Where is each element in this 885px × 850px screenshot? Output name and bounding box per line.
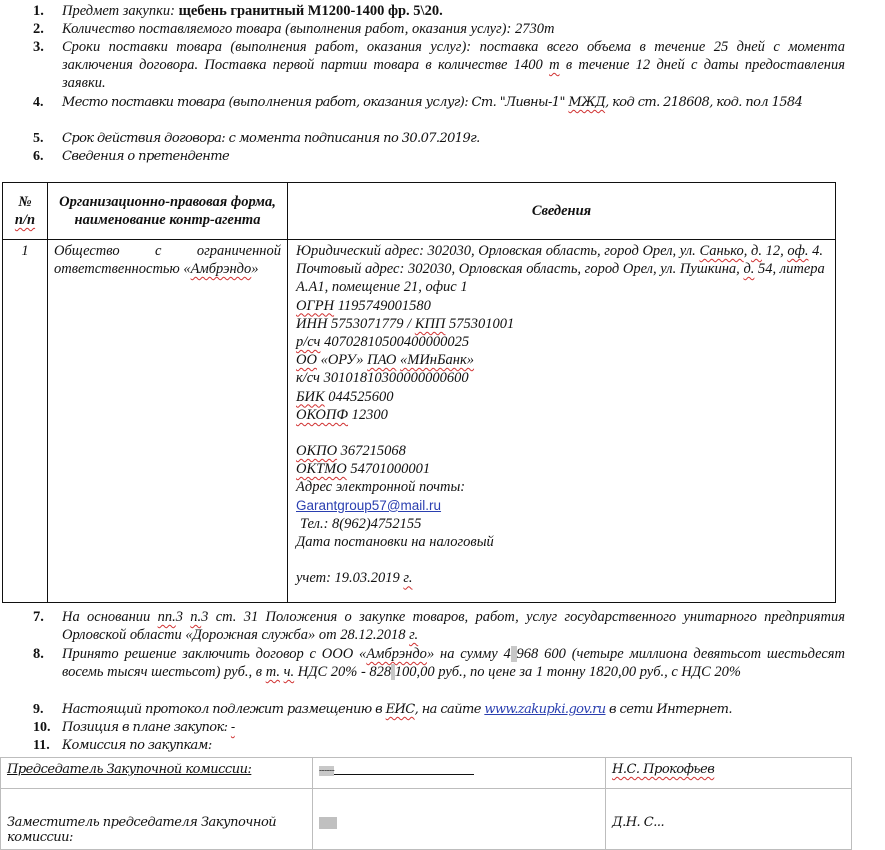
bank-b: «ОРУ»: [320, 352, 364, 369]
bank-c: ПАО: [367, 352, 397, 369]
basis-a: На основании: [62, 609, 158, 625]
rs: [296, 333, 829, 351]
header-info: Сведения: [288, 183, 836, 240]
email-link[interactable]: Garantgroup57@mail.ru: [296, 497, 442, 513]
oktmo-value: 54701000001: [350, 461, 431, 478]
commission-signature: [313, 789, 606, 850]
tax-reg-g: г.: [403, 570, 413, 587]
list-item-3: [33, 38, 845, 92]
commission-role: [1, 789, 313, 850]
kpp-label: КПП: [414, 315, 446, 332]
decision-t: т.: [265, 664, 280, 680]
quantity-text: Количество поставляемого товара (выполнения работ, оказания услуг): 2730т: [62, 21, 555, 37]
spacer: [296, 551, 829, 569]
decision-e: НДС 20% - 828: [294, 664, 392, 680]
legal-address-street: Санько: [699, 243, 744, 259]
publish-eis: ЕИС: [385, 702, 415, 717]
candidate-table: [2, 182, 836, 603]
tax-reg-label: Дата постановки на налоговый: [296, 534, 494, 551]
oktmo-label: ОКТМО: [296, 461, 347, 478]
okopf: [296, 406, 829, 424]
bik-value: 044525600: [328, 388, 394, 405]
signature-mark: [319, 817, 337, 829]
org-form: Общество с ограниченной ответственностью «: [54, 243, 281, 278]
item-number: 10.: [33, 720, 51, 735]
list-item-4: [33, 94, 845, 112]
inn-label: ИНН: [296, 315, 328, 332]
list-item-1: [33, 2, 845, 20]
decision-f: 100,00 руб., по цене за 1 тонну 1820,00 руб., с НДС 20%: [394, 664, 742, 680]
item-number: 5.: [33, 131, 44, 146]
row-num: 1: [3, 240, 48, 603]
postal-address-rest: 54, литера А.А1, помещение 21, офис 1: [296, 261, 825, 296]
header-num: [3, 183, 48, 240]
list-item-8: [33, 645, 845, 681]
zakupki-link[interactable]: www.zakupki.gov.ru: [484, 702, 606, 717]
legal-address-d: д.: [750, 243, 762, 259]
postal-address: [296, 260, 829, 296]
basis-pp: пп.: [157, 609, 176, 625]
okpo-value: 367215068: [340, 443, 406, 460]
inn-kpp: [296, 315, 829, 333]
commission-heading: Комиссия по закупкам:: [62, 738, 212, 753]
delivery-place-b: , код ст. 218608, код. пол 1584: [605, 95, 803, 110]
plan-position-label: Позиция в плане закупок:: [62, 720, 231, 735]
bank-a: ОО: [296, 352, 317, 369]
commission-name: [606, 758, 852, 789]
row-info: [288, 240, 836, 603]
decision-a: Принято решение заключить договор с ООО «: [62, 646, 367, 662]
phone: Тел.: 8(962)4752155: [300, 515, 422, 532]
legal-address-text: Юридический адрес: 302030, Орловская область, город Орел, ул.: [296, 243, 700, 259]
ogrn-label: ОГРН: [296, 297, 335, 314]
legal-address-mid: 12,: [761, 243, 788, 259]
contract-term: Срок действия договора: с момента подписания по 30.07.2019г.: [62, 131, 480, 146]
tax-reg-date: [296, 569, 829, 587]
commission-table: [0, 757, 852, 850]
item-number: 8.: [33, 646, 44, 662]
candidate-info-heading: Сведения о претенденте: [62, 149, 230, 164]
bank-d: «МИнБанк»: [400, 352, 475, 369]
signature-line: [334, 764, 474, 775]
list-item-2: [33, 20, 845, 38]
commission-signature: [313, 758, 606, 789]
item-number: 9.: [33, 702, 44, 717]
list-item-10: [33, 719, 845, 737]
org-quote-end: »: [251, 261, 259, 278]
list-item-7: [33, 608, 845, 644]
item-number: 3.: [33, 39, 44, 55]
item-number: 11.: [33, 738, 50, 753]
bik: [296, 388, 829, 406]
list-item-5: [33, 130, 845, 148]
basis-p: п.: [190, 609, 202, 625]
unit-t: т: [549, 57, 560, 73]
legal-address-sep: ,: [743, 243, 751, 259]
table-header-row: [3, 183, 836, 240]
rs-value: 40702810500400000025: [324, 334, 470, 351]
legal-address-of: оф.: [787, 243, 809, 259]
table-row: [3, 240, 836, 603]
header-org: Организационно-правовая форма, наименование контр-агента: [48, 183, 288, 240]
oktmo: [296, 460, 829, 478]
basis-g: г.: [409, 627, 419, 643]
item-number: 7.: [33, 609, 44, 625]
row-org: [48, 240, 288, 603]
decision-org: Амбрэндо: [366, 646, 427, 662]
okopf-value: 12300: [351, 406, 388, 423]
okpo-label: ОКПО: [296, 443, 338, 460]
publish-c: в сети Интернет.: [605, 702, 732, 717]
rs-label: р/сч: [296, 334, 321, 351]
plan-position-value: -: [230, 720, 235, 735]
role-text: Председатель Закупочной комиссии:: [7, 762, 252, 777]
list-item-6: [33, 148, 845, 166]
commission-row: [1, 758, 852, 789]
publish-b: , на сайте: [414, 702, 485, 717]
inn-value: 5753071779: [331, 315, 404, 332]
decision-ch: ч.: [283, 664, 295, 680]
item-number: 4.: [33, 95, 44, 110]
delivery-terms-b: в течение 12 дней с даты предоставления заявки.: [62, 57, 845, 91]
email-label: Адрес электронной почты:: [296, 479, 466, 496]
member-name: Д.Н. С...: [612, 815, 665, 830]
header-num-pp: п/п: [14, 212, 36, 228]
legal-address-end: 4.: [808, 243, 823, 259]
ogrn-value: 1195749001580: [337, 297, 431, 314]
list-item-9: [33, 701, 845, 719]
header-num-symbol: №: [18, 194, 32, 210]
spacer: [296, 424, 829, 442]
item-number: 2.: [33, 21, 44, 37]
basis-c: 3 ст. 31 Положения о закупке товаров, работ, услуг государственного унитарного предприятия Орловской области «Дорожная служба» от 28.12.2018: [62, 609, 846, 643]
bik-label: БИК: [296, 388, 325, 405]
postal-address-d: д.: [743, 261, 755, 278]
postal-address-text: Почтовый адрес: 302030, Орловская область, город Орел, ул. Пушкина,: [296, 261, 744, 278]
member-name: Н.С. Прокофьев: [612, 762, 715, 777]
kpp-sep: /: [403, 315, 415, 332]
legal-address: [296, 242, 829, 260]
commission-name: [606, 789, 852, 850]
decision-b: » на сумму 4: [426, 646, 511, 662]
okpo: [296, 442, 829, 460]
subject-value: щебень гранитный М1200-1400 фр. 5\20: [178, 3, 440, 19]
commission-role: [1, 758, 313, 789]
role-text: Заместитель председателя Закупочной комиссии:: [7, 815, 277, 845]
subject-label: Предмет закупки:: [62, 3, 175, 19]
publish-a: Настоящий протокол подлежит размещению в: [62, 702, 386, 717]
tax-reg-date-value: учет: 19.03.2019: [296, 570, 404, 587]
signature-mark: ------: [319, 766, 335, 776]
okopf-label: ОКОПФ: [296, 406, 349, 423]
subject-end: .: [439, 3, 443, 19]
ks-label: к/сч: [296, 370, 320, 387]
list-item-11: [33, 737, 845, 755]
ks: [296, 369, 829, 387]
item-number: 1.: [33, 3, 44, 19]
decision-c: 968 600 (четыре миллиона девятьсот шестьдесят восемь тысяч шестьсот) руб., в: [62, 646, 845, 680]
mzhd: МЖД: [568, 95, 606, 110]
item-number: 6.: [33, 149, 44, 164]
org-name: Амбрэндо: [190, 261, 252, 278]
ogrn: [296, 297, 829, 315]
ks-value: 30101810300000000600: [323, 370, 469, 387]
bank: [296, 351, 829, 369]
basis-b: 3: [175, 609, 191, 625]
kpp-value: 575301001: [449, 315, 515, 332]
commission-row: [1, 789, 852, 850]
delivery-place-a: Место поставки товара (выполнения работ, оказания услуг): Ст. "Ливны-1": [62, 95, 569, 110]
delivery-terms-a: Сроки поставки товара (выполнения работ, оказания услуг): поставка всего объема в течение 25 дней с момента заключения договора. Поставка первой партии товара в количестве 1400: [62, 39, 845, 73]
